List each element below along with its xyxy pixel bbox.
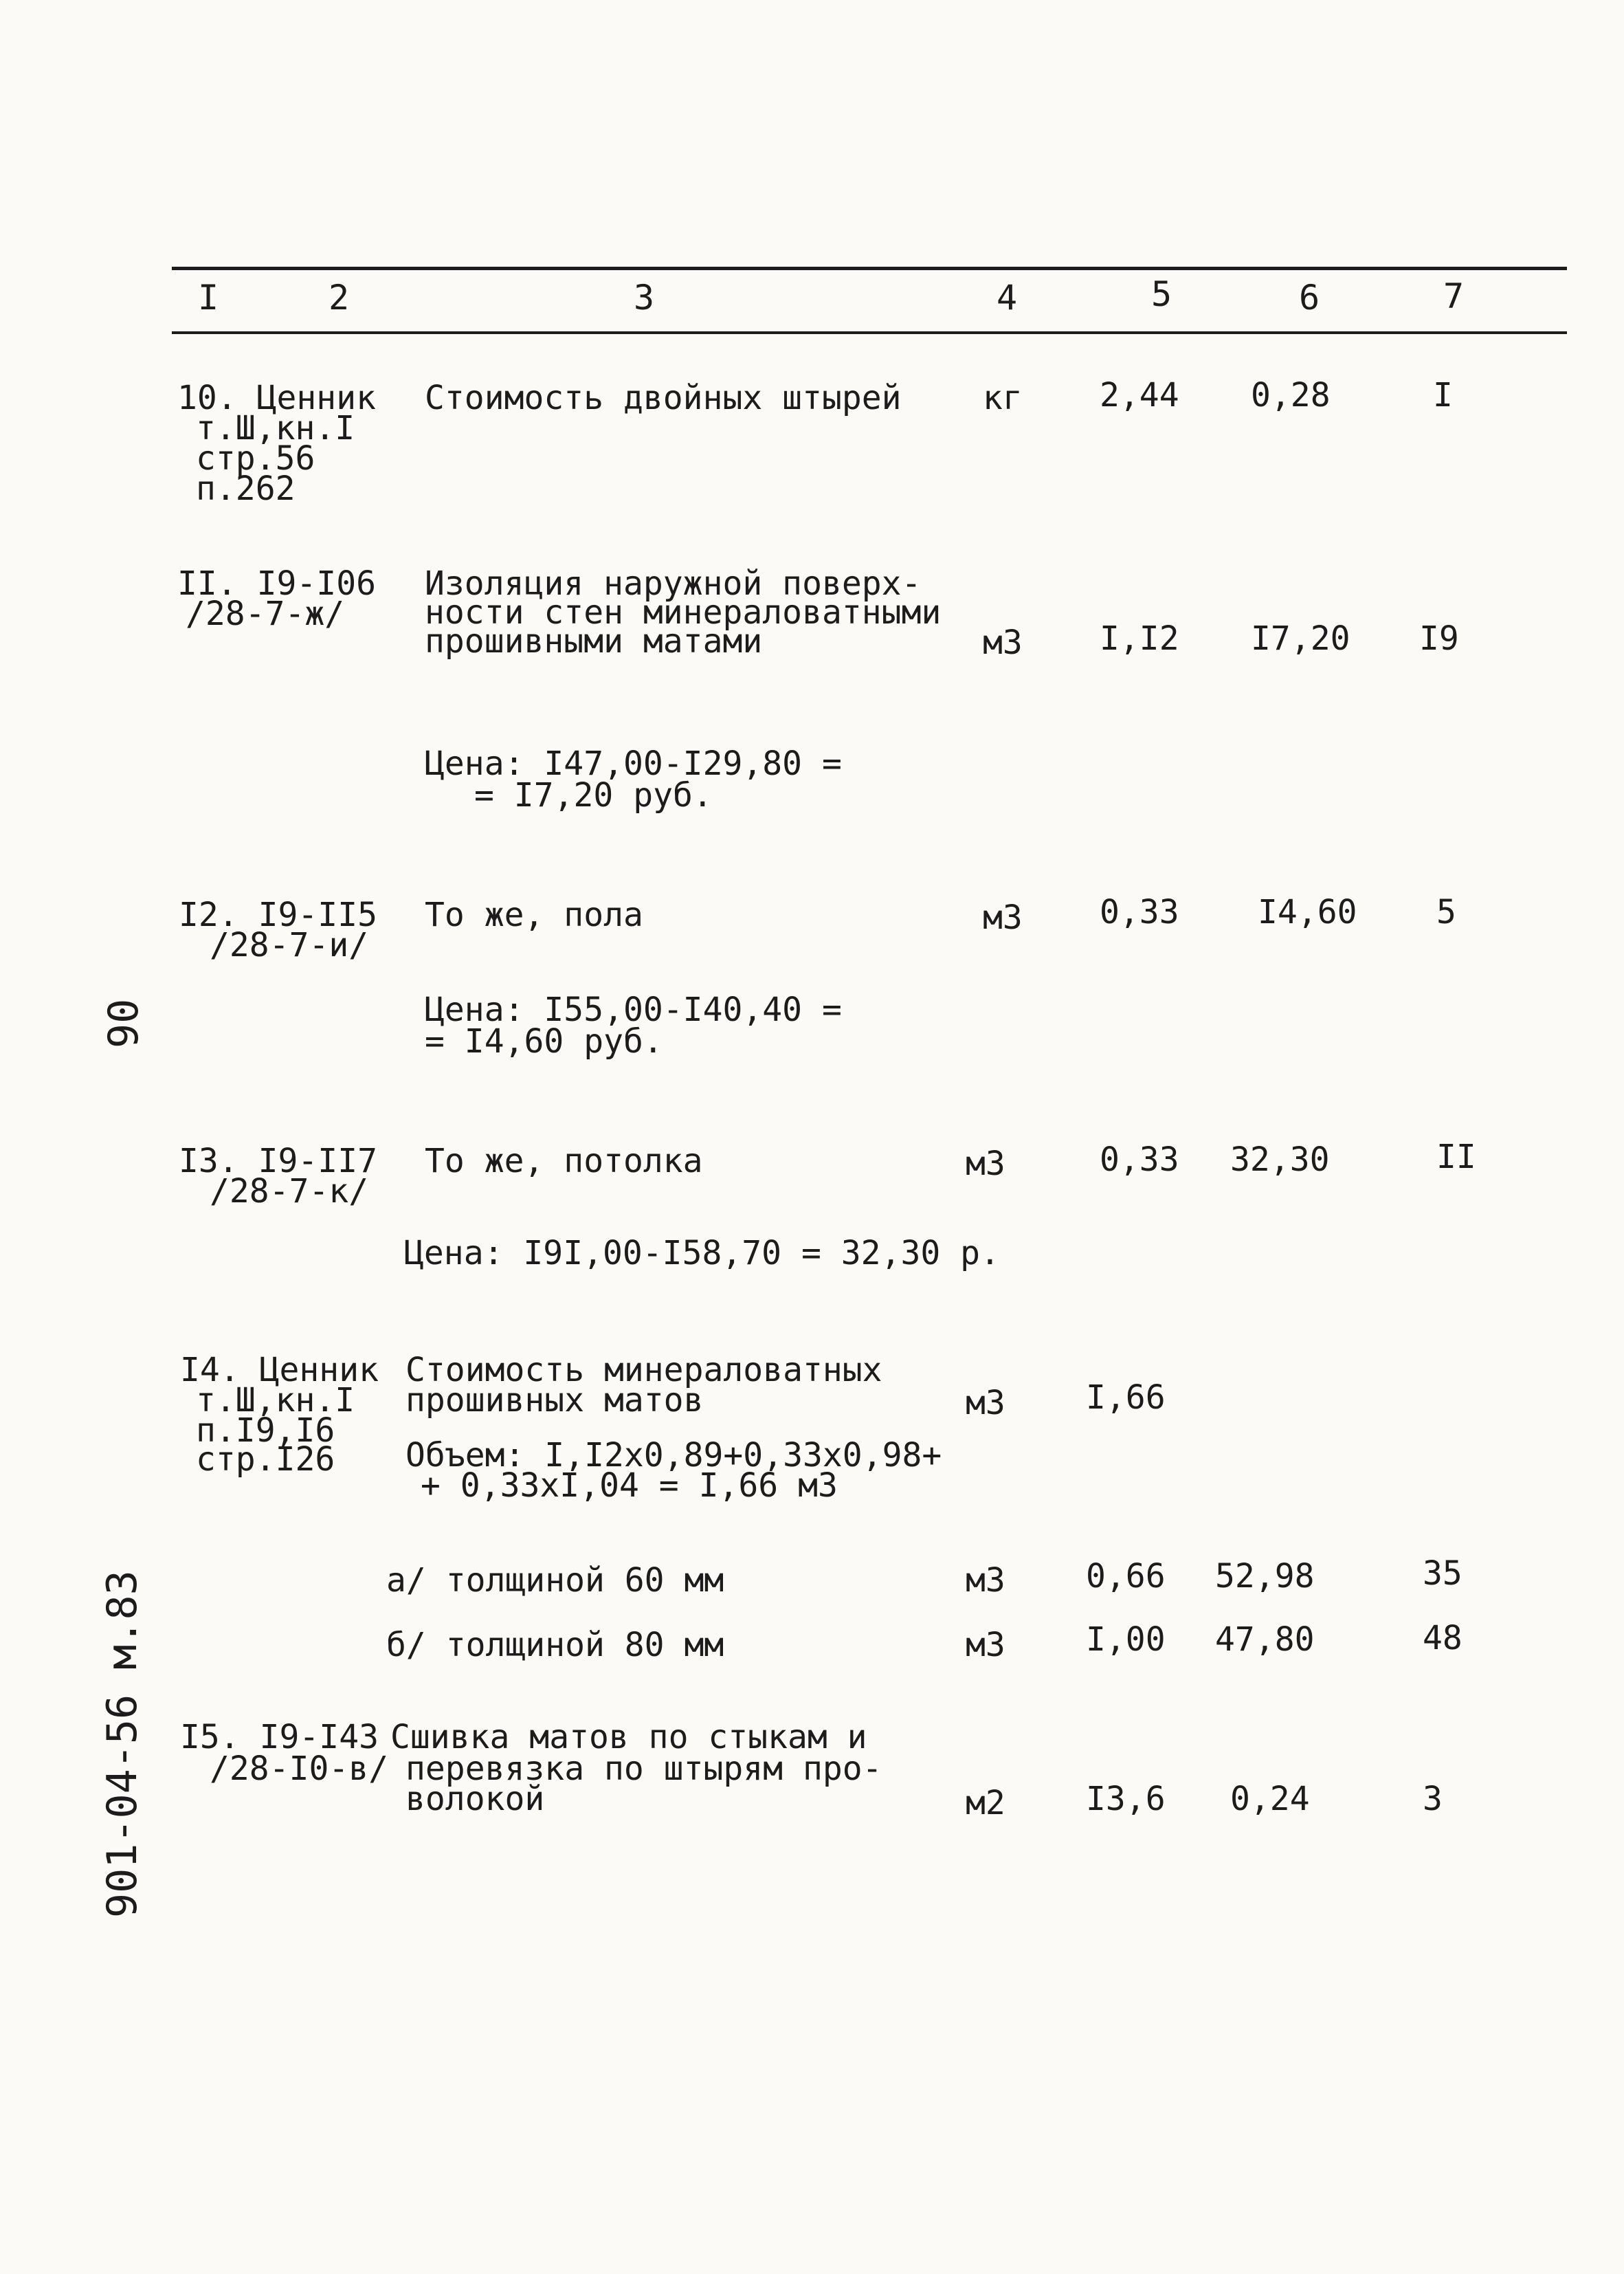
sub-row-total: 35 xyxy=(1423,1554,1462,1593)
sub-row-unit: м3 xyxy=(966,1626,1005,1664)
header-col-5: 5 xyxy=(1151,274,1172,314)
row-ref-line: 10. Ценник xyxy=(177,379,376,417)
row-price-note: = I7,20 руб. xyxy=(474,776,713,815)
sub-row-unit-price: 47,80 xyxy=(1215,1620,1315,1659)
row-description: прошивными матами xyxy=(425,622,763,661)
row-ref-line: /28-7-и/ xyxy=(210,926,369,964)
sub-row-total: 48 xyxy=(1423,1619,1462,1657)
row-description: Сшивка матов по стыкам и xyxy=(390,1718,867,1756)
row-quantity: 0,33 xyxy=(1100,1140,1179,1179)
row-unit-price: I7,20 xyxy=(1251,619,1350,658)
row-price-note: Цена: I47,00-I29,80 = xyxy=(425,744,842,783)
header-top-rule xyxy=(172,267,1567,270)
row-total: 5 xyxy=(1436,893,1456,931)
sub-row-label: а/ толщиной 60 мм xyxy=(386,1561,724,1600)
row-description: Стоимость минераловатных xyxy=(405,1351,882,1389)
row-ref-line: I4. Ценник xyxy=(180,1351,379,1389)
header-col-7: 7 xyxy=(1443,276,1465,316)
row-description: прошивных матов xyxy=(405,1381,704,1420)
header-col-4: 4 xyxy=(997,278,1018,318)
row-ref-line: п.I9,I6 xyxy=(196,1411,335,1450)
row-quantity: I,I2 xyxy=(1100,619,1179,658)
row-ref-line: I5. I9-I43 xyxy=(180,1718,379,1756)
header-col-6: 6 xyxy=(1299,278,1320,318)
row-ref-line: I3. I9-II7 xyxy=(179,1142,377,1180)
header-col-2: 2 xyxy=(329,278,350,318)
row-unit: м3 xyxy=(966,1145,1005,1183)
row-quantity: 2,44 xyxy=(1100,376,1179,415)
row-unit: м2 xyxy=(966,1784,1005,1822)
margin-document-code: 901-04-56 м.83 xyxy=(98,1570,146,1918)
row-price-note: Цена: I55,00-I40,40 = xyxy=(425,991,842,1029)
row-total: I xyxy=(1433,376,1453,415)
row-unit: кг xyxy=(983,379,1023,417)
row-unit-price: 32,30 xyxy=(1230,1140,1330,1179)
header-col-3: 3 xyxy=(634,278,655,318)
header-bottom-rule xyxy=(172,331,1567,334)
header-col-1: I xyxy=(198,278,219,318)
row-ref-line: /28-7-ж/ xyxy=(186,595,345,633)
row-total: I9 xyxy=(1419,619,1459,658)
row-description: волокой xyxy=(405,1780,545,1818)
sub-row-unit-price: 52,98 xyxy=(1215,1557,1315,1596)
row-unit: м3 xyxy=(966,1384,1005,1422)
row-volume-note: Объем: I,I2x0,89+0,33x0,98+ xyxy=(405,1436,942,1475)
row-description: То же, потолка xyxy=(425,1142,703,1180)
row-description: Изоляция наружной поверх- xyxy=(425,564,922,603)
row-quantity: I3,6 xyxy=(1086,1780,1166,1818)
row-description: ности стен минераловатными xyxy=(425,593,942,632)
row-quantity: I,66 xyxy=(1086,1378,1166,1417)
row-description: Стоимость двойных штырей xyxy=(425,379,902,417)
row-ref-line: /28-I0-в/ xyxy=(210,1749,389,1788)
sub-row-unit: м3 xyxy=(966,1561,1005,1600)
row-unit: м3 xyxy=(983,898,1023,937)
row-ref-line: II. I9-I06 xyxy=(177,564,376,603)
row-unit: м3 xyxy=(983,623,1023,662)
row-ref-line: /28-7-к/ xyxy=(210,1172,369,1211)
row-ref-line: т.Ш,кн.I xyxy=(196,1381,355,1420)
row-ref-line: п.262 xyxy=(196,470,296,508)
row-unit-price: 0,28 xyxy=(1251,376,1331,415)
row-quantity: 0,33 xyxy=(1100,893,1179,931)
row-total: 3 xyxy=(1423,1780,1443,1818)
sub-row-quantity: 0,66 xyxy=(1086,1557,1166,1596)
row-volume-note: + 0,33xI,04 = I,66 м3 xyxy=(421,1466,838,1505)
row-description: То же, пола xyxy=(425,896,643,934)
row-unit-price: 0,24 xyxy=(1230,1780,1310,1818)
row-description: перевязка по штырям про- xyxy=(405,1749,882,1788)
row-ref-line: т.Ш,кн.I xyxy=(196,409,355,448)
row-ref-line: стр.56 xyxy=(196,439,315,478)
row-ref-line: стр.I26 xyxy=(196,1440,335,1479)
margin-page-number: 90 xyxy=(100,998,148,1048)
row-price-note: Цена: I9I,00-I58,70 = 32,30 р. xyxy=(404,1234,1000,1272)
sub-row-label: б/ толщиной 80 мм xyxy=(386,1626,724,1664)
row-price-note: = I4,60 руб. xyxy=(425,1022,663,1061)
row-unit-price: I4,60 xyxy=(1258,893,1357,931)
row-total: II xyxy=(1436,1138,1476,1176)
row-ref-line: I2. I9-II5 xyxy=(179,896,377,934)
sub-row-quantity: I,00 xyxy=(1086,1620,1166,1659)
